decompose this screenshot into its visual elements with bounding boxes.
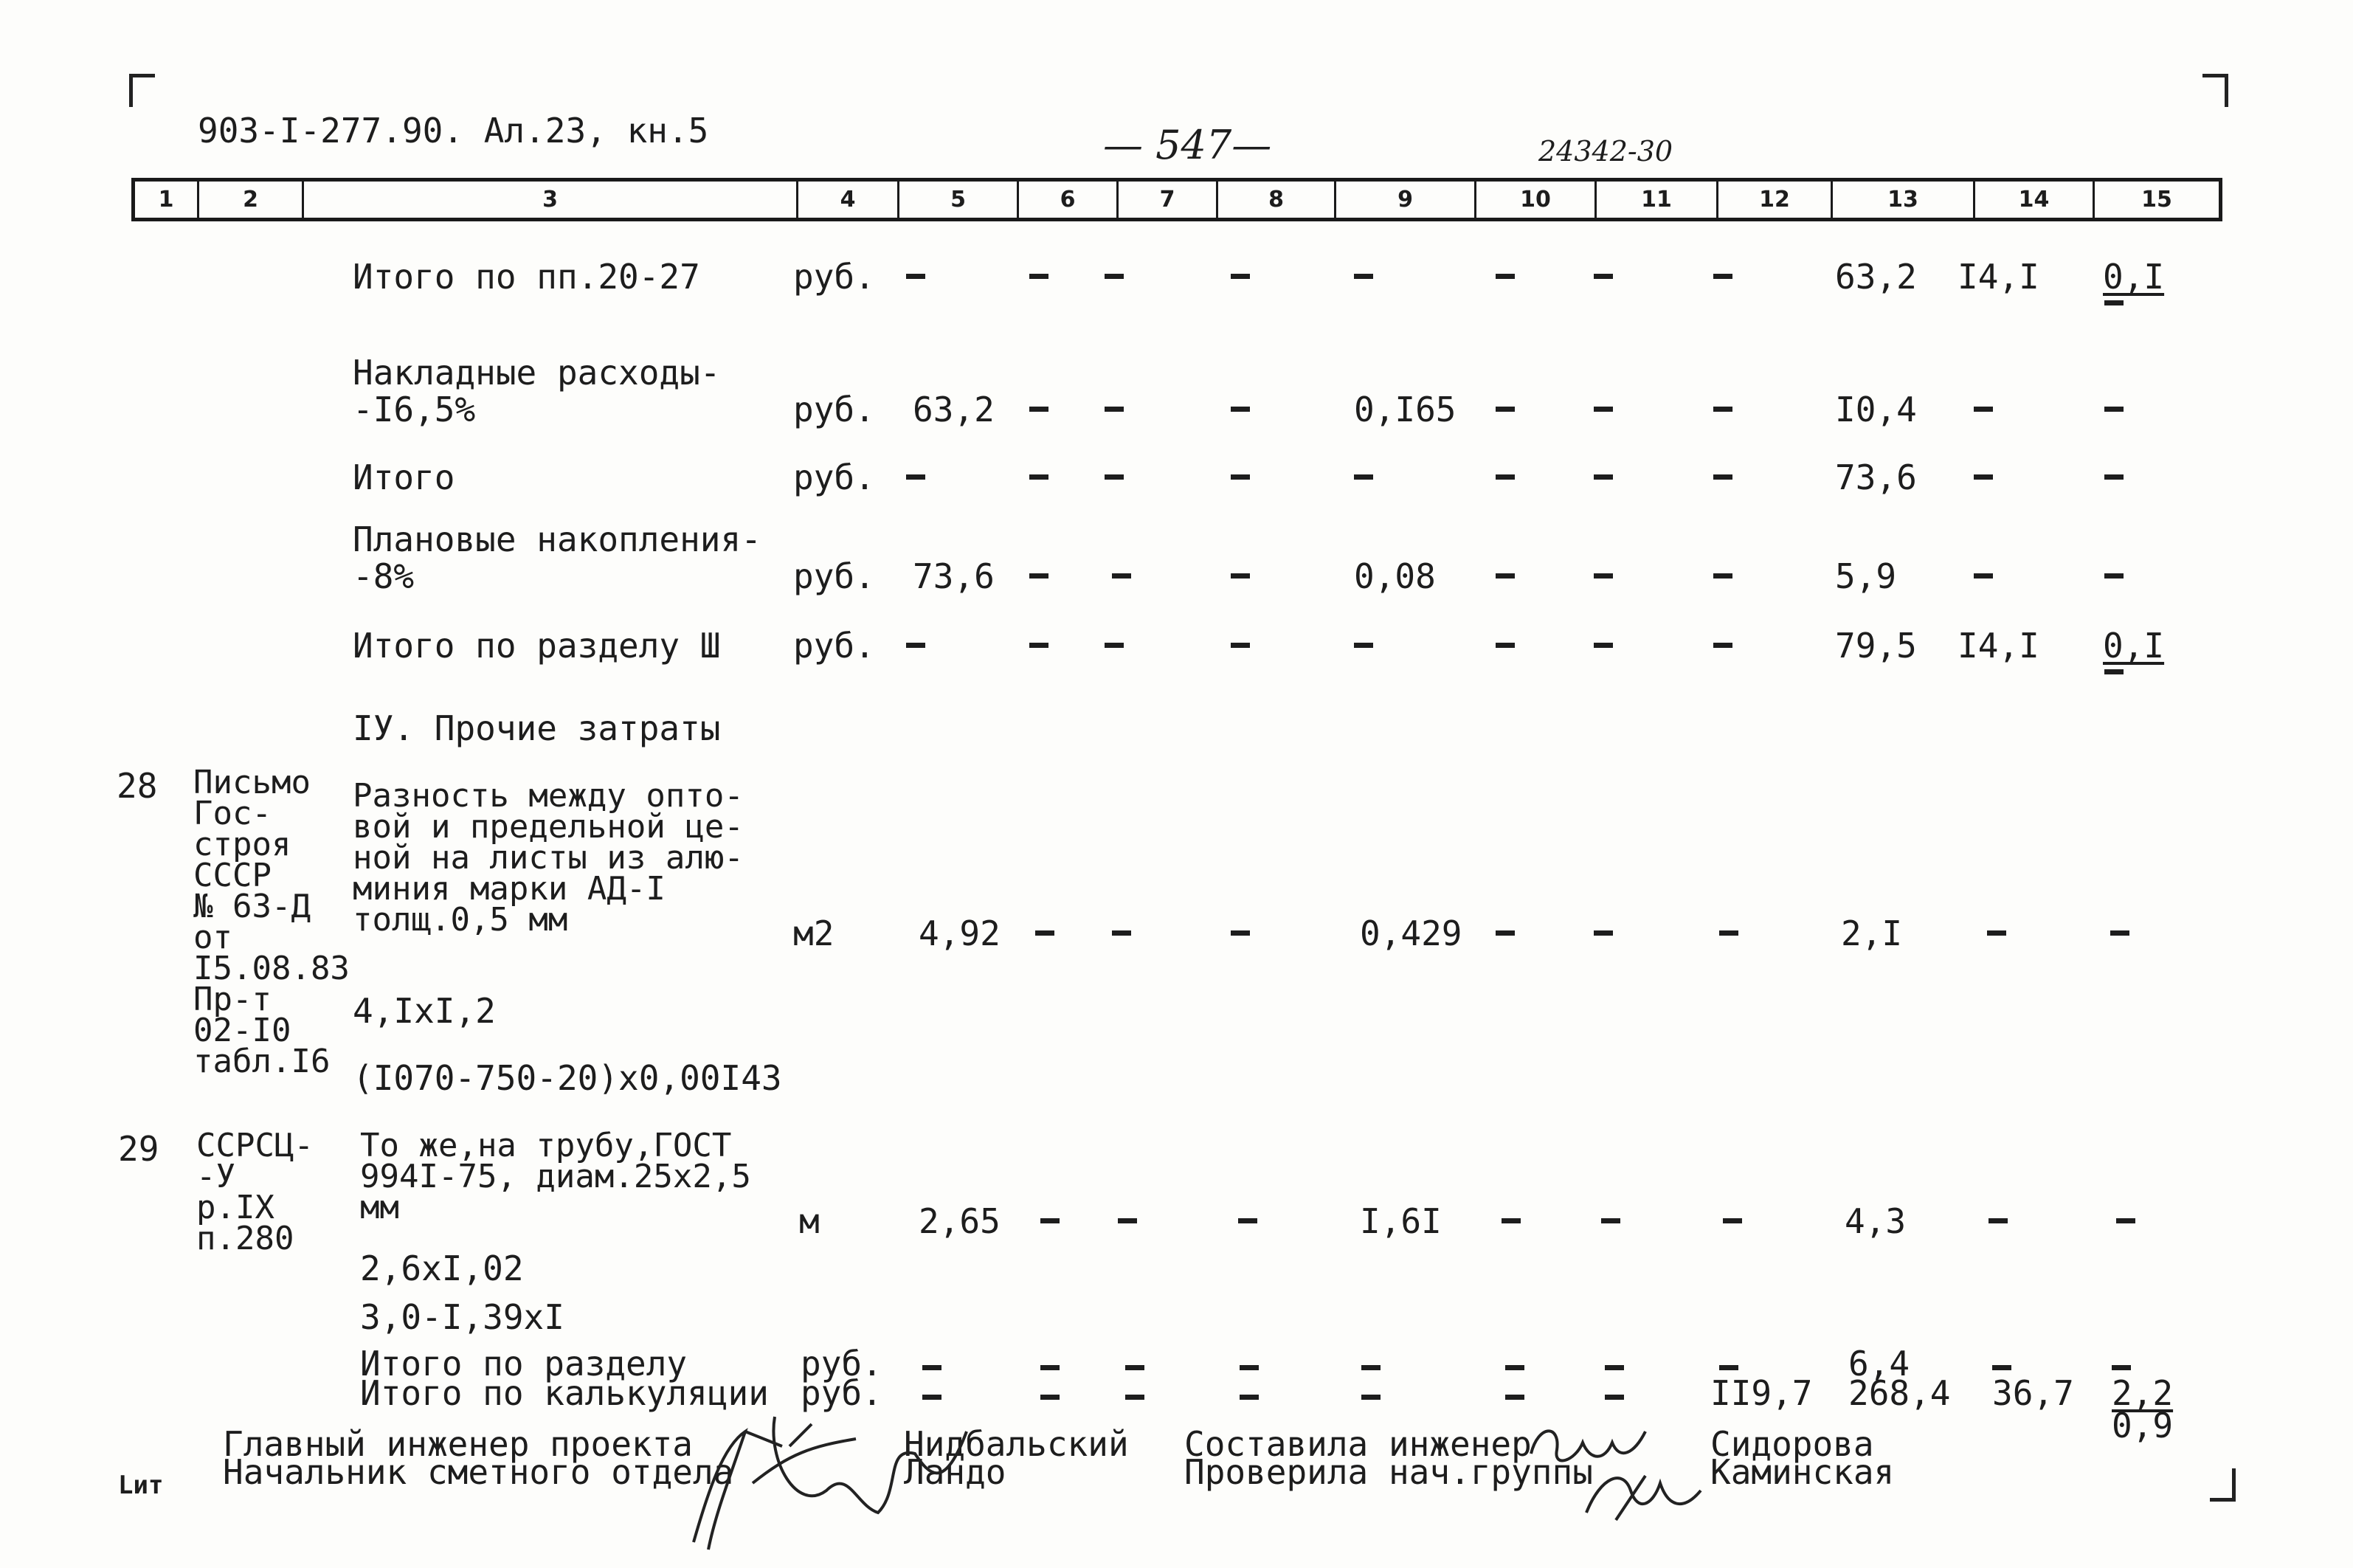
- row-col5: 63,2: [913, 390, 995, 429]
- row-unit: руб.: [793, 457, 875, 497]
- signature-name-chief-engineer: Нидбальский: [904, 1424, 1129, 1464]
- stamp-number: 24342-30: [1538, 135, 1673, 167]
- row-col9: 0,08: [1354, 556, 1436, 596]
- calculation-total-col15b: 0,9: [2112, 1406, 2174, 1446]
- item-number: 28: [117, 766, 158, 806]
- calculation-total-col12: II9,7: [1710, 1373, 1813, 1413]
- table-row: [0, 521, 2353, 595]
- section-title: IУ. Прочие затраты: [353, 708, 721, 748]
- column-header-12: 12: [1716, 182, 1831, 218]
- row-description: Итого по разделу Ш: [353, 626, 721, 666]
- signature-scribble-checked-by: [1572, 1446, 1712, 1535]
- row-col9: 0,I65: [1354, 390, 1457, 429]
- row-col13: 2,I: [1841, 913, 1903, 953]
- table-row: [0, 422, 2353, 496]
- row-col5: 2,65: [919, 1201, 1001, 1241]
- row-col13: 5,9: [1835, 556, 1897, 596]
- row-total-col15: 0,I: [2103, 257, 2165, 297]
- column-header-7: 7: [1116, 182, 1216, 218]
- corner-mark-top-left: [129, 74, 155, 107]
- column-header-2: 2: [197, 182, 302, 218]
- calculation-line: (I070-750-20)x0,00I43: [353, 1058, 782, 1098]
- document-code: 903-I-277.90. Ал.23, кн.5: [198, 111, 709, 151]
- signature-role-checked-by: Проверила нач.группы: [1184, 1452, 1593, 1492]
- column-header-14: 14: [1973, 182, 2093, 218]
- table-row: [0, 354, 2353, 428]
- margin-mark: Lит: [118, 1471, 164, 1500]
- column-header-15: 15: [2093, 182, 2219, 218]
- column-header-8: 8: [1216, 182, 1334, 218]
- column-header-13: 13: [1831, 182, 1973, 218]
- row-unit: руб.: [793, 626, 875, 666]
- column-header-9: 9: [1334, 182, 1474, 218]
- row-unit: руб.: [793, 257, 875, 297]
- column-header-row: [131, 178, 2222, 221]
- calculation-total-col13: 268,4: [1848, 1373, 1951, 1413]
- row-description: Итого: [353, 457, 455, 497]
- column-header-3: 3: [302, 182, 796, 218]
- column-header-1: 1: [158, 187, 174, 213]
- row-description: Плановые накопления- -8%: [353, 519, 761, 596]
- row-col5: 4,92: [919, 913, 1001, 953]
- section-total-col13: 6,4: [1848, 1344, 1910, 1384]
- signature-scribble-chief-engineer: [664, 1402, 974, 1557]
- item-basis: ССРСЦ- -У р.IX п.280: [196, 1127, 314, 1257]
- row-unit: м: [799, 1201, 820, 1241]
- corner-mark-bottom-right: [2210, 1468, 2236, 1502]
- row-total-col14: I4,I: [1958, 257, 2039, 297]
- row-col5: 73,6: [913, 556, 995, 596]
- column-header-6: 6: [1017, 182, 1116, 218]
- row-col13: 4,3: [1845, 1201, 1907, 1241]
- row-col13: I0,4: [1835, 390, 1917, 429]
- signature-role-compiled-by: Составила инженер: [1184, 1424, 1532, 1464]
- row-unit: руб.: [793, 390, 875, 429]
- signature-role-estimate-head: Начальник сметного отдела: [223, 1452, 734, 1492]
- table-row: [0, 1166, 2353, 1240]
- row-col13: 79,5: [1835, 626, 1917, 666]
- signature-role-chief-engineer: Главный инженер проекта: [223, 1424, 693, 1464]
- calculation-line: 4,IxI,2: [353, 991, 496, 1031]
- row-col13: 73,6: [1835, 457, 1917, 497]
- calculation-total-col15a: 2,2: [2112, 1373, 2174, 1413]
- signature-name-checked-by: Каминская: [1710, 1452, 1895, 1492]
- item-description: То же,на трубу,ГОСТ 994I-75, диам.25x2,5 мм: [360, 1127, 751, 1226]
- section-total-label: Итого по разделу: [360, 1344, 688, 1384]
- calculation-total-col14: 36,7: [1992, 1373, 2074, 1413]
- column-header-11: 11: [1594, 182, 1716, 218]
- column-header-4: 4: [796, 182, 897, 218]
- row-col14: I4,I: [1958, 626, 2039, 666]
- item-number: 29: [118, 1129, 159, 1169]
- calculation-line: 2,6xI,02: [360, 1248, 524, 1288]
- column-header-10: 10: [1474, 182, 1594, 218]
- row-unit: м2: [793, 913, 835, 953]
- row-col9: 0,429: [1360, 913, 1462, 953]
- row-unit: руб.: [793, 556, 875, 596]
- column-header-5: 5: [897, 182, 1017, 218]
- section-total-unit: руб.: [801, 1344, 882, 1384]
- row-total-col13: 63,2: [1835, 257, 1917, 297]
- table-row: [0, 590, 2353, 664]
- signature-name-compiled-by: Сидорова: [1710, 1424, 1874, 1464]
- page-number: — 547—: [1103, 122, 1272, 168]
- item-basis: Письмо Гос- строя СССР № 63-Д от I5.08.83 Пр-т 02-I0 табл.I6: [193, 764, 350, 1080]
- signature-name-estimate-head: Ландо: [904, 1452, 1006, 1492]
- row-col9: I,6I: [1360, 1201, 1442, 1241]
- calculation-total-unit: руб.: [801, 1373, 882, 1413]
- table-row: [0, 878, 2353, 952]
- row-description: Накладные расходы- -I6,5%: [353, 353, 721, 429]
- row-col15: 0,I: [2103, 626, 2165, 666]
- table-row: [0, 221, 2353, 295]
- calculation-total-label: Итого по калькуляции: [360, 1373, 769, 1413]
- item-description: Разность между опто- вой и предельной це- ной на листы из алю- миния марки АД-I толщ.0,5 мм: [353, 777, 744, 939]
- corner-mark-top-right: [2202, 74, 2228, 107]
- row-description: Итого по пп.20-27: [353, 257, 700, 297]
- calculation-line: 3,0-I,39xI: [360, 1297, 564, 1337]
